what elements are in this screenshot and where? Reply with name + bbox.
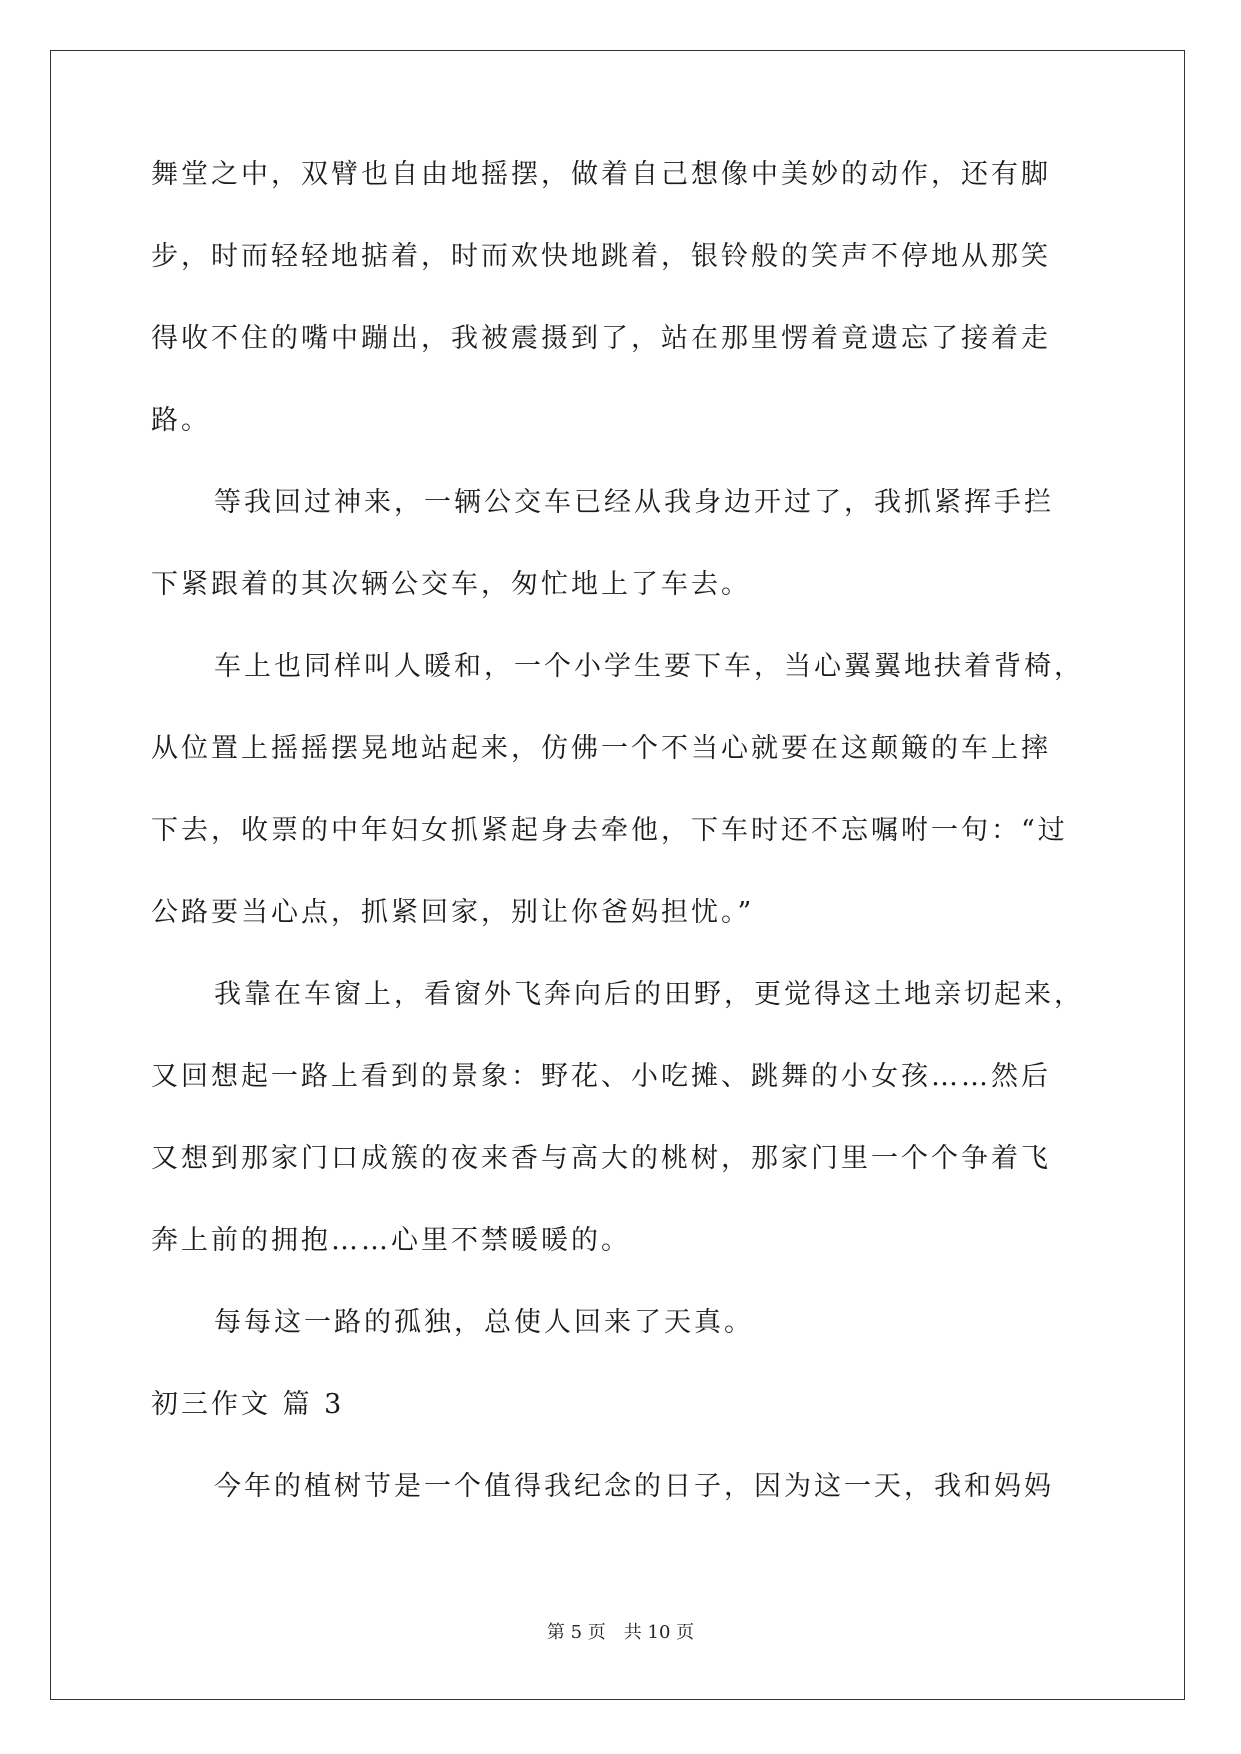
text-line: 舞堂之中，双臂也自由地摇摆，做着自己想像中美妙的动作，还有脚 (151, 159, 1051, 190)
paragraph-start-line: 车上也同样叫人暖和，一个小学生要下车，当心翼翼地扶着背椅， (214, 651, 1084, 682)
page-number: 第 5 页 (546, 1622, 606, 1643)
text-line: 奔上前的拥抱……心里不禁暖暖的。 (151, 1225, 631, 1256)
paragraph-start-line: 今年的植树节是一个值得我纪念的日子，因为这一天，我和妈妈 (214, 1471, 1054, 1502)
paragraph-start-line: 每每这一路的孤独，总使人回来了天真。 (214, 1307, 754, 1338)
text-line: 步，时而轻轻地掂着，时而欢快地跳着，银铃般的笑声不停地从那笑 (151, 241, 1051, 272)
paragraph-start-line: 我靠在车窗上，看窗外飞奔向后的田野，更觉得这土地亲切起来， (214, 979, 1084, 1010)
section-heading: 初三作文 篇 3 (151, 1389, 345, 1420)
text-line: 得收不住的嘴中蹦出，我被震摄到了，站在那里愣着竟遗忘了接着走 (151, 323, 1051, 354)
text-line: 又想到那家门口成簇的夜来香与高大的桃树，那家门里一个个争着飞 (151, 1143, 1051, 1174)
page-footer (0, 1618, 1241, 1644)
text-line: 从位置上摇摇摆晃地站起来，仿佛一个不当心就要在这颠簸的车上摔 (151, 733, 1051, 764)
paragraph-start-line: 等我回过神来，一辆公交车已经从我身边开过了，我抓紧挥手拦 (214, 487, 1054, 518)
page-total: 共 10 页 (623, 1622, 695, 1643)
text-line: 路。 (151, 405, 211, 436)
document-body (151, 160, 1091, 1554)
text-line: 公路要当心点，抓紧回家，别让你爸妈担忧。” (151, 897, 755, 928)
text-line: 又回想起一路上看到的景象：野花、小吃摊、跳舞的小女孩……然后 (151, 1061, 1051, 1092)
text-line: 下去，收票的中年妇女抓紧起身去牵他，下车时还不忘嘱咐一句：“过 (151, 815, 1068, 846)
text-line: 下紧跟着的其次辆公交车，匆忙地上了车去。 (151, 569, 751, 600)
